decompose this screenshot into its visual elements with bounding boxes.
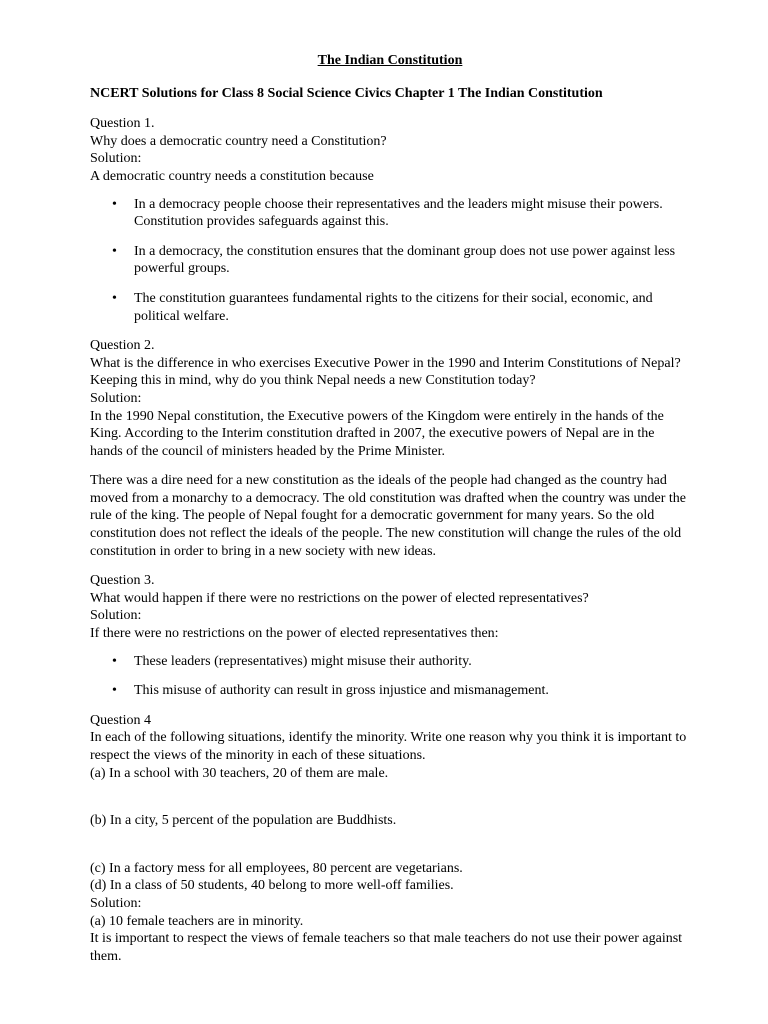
question-3-label: Question 3.: [90, 573, 155, 589]
question-1-text: Why does a democratic country need a Constitution?: [90, 133, 387, 149]
question-4-item-d: (d) In a class of 50 students, 40 belong to more well-off families.: [90, 878, 454, 894]
question-2-text: What is the difference in who exercises Executive Power in the 1990 and Interim Constitutions of Nepal? Keeping this in mind, why do you think Nepal needs a new Constitution today?: [90, 355, 681, 389]
question-4-answer-a-reason: It is important to respect the views of female teachers so that male teachers do not use their power against them.: [90, 931, 683, 964]
question-3-solution-label: Solution:: [90, 608, 142, 624]
question-1: [90, 115, 690, 325]
question-2: [90, 337, 690, 560]
list-item: • This misuse of authority can result in gross injustice and mismanagement.: [112, 683, 549, 699]
question-1-solution-label: Solution:: [90, 151, 142, 167]
question-4-item-c: (c) In a factory mess for all employees, 80 percent are vegetarians.: [90, 860, 463, 876]
bullet-icon: •: [112, 683, 117, 699]
question-2-answer-paragraph-2: There was a dire need for a new constitution as the ideals of the people had changed as the country had moved from a monarchy to a democracy. The old constitution was drafted when the country was under the rule of the king. The people of Nepal fought for a democratic government for many years. So the old constitution does not reflect the ideals of the people. The new constitution will change the rules of the old constitution in order to bring in a new society with new ideas.: [90, 473, 686, 559]
question-1-intro: A democratic country needs a constitution because: [90, 168, 374, 184]
question-1-label: Question 1.: [90, 116, 155, 132]
question-4-label: Question 4: [90, 712, 152, 728]
bullet-icon: •: [112, 653, 117, 669]
list-item: • In a democracy people choose their representatives and the leaders might misuse their powers. Constitution provides safeguards against this.: [112, 196, 663, 230]
question-2-solution-label: Solution:: [90, 390, 142, 406]
question-4-item-a: (a) In a school with 30 teachers, 20 of them are male.: [90, 765, 389, 781]
document-page: [90, 52, 690, 965]
question-2-answer-paragraph-1: In the 1990 Nepal constitution, the Executive powers of the Kingdom were entirely in the hands of the King. According to the Interim constitution drafted in 2007, the executive powers of Nepal are in the hands of the council of ministers headed by the Prime Minister.: [90, 408, 664, 459]
question-2-label: Question 2.: [90, 338, 155, 354]
list-item: • These leaders (representatives) might misuse their authority.: [112, 653, 472, 669]
question-3-bullet-list: [90, 653, 690, 700]
question-4-solution-label: Solution:: [90, 895, 142, 911]
question-3-intro: If there were no restrictions on the power of elected representatives then:: [90, 626, 499, 642]
bullet-icon: •: [112, 243, 117, 259]
page-subtitle: NCERT Solutions for Class 8 Social Science Civics Chapter 1 The Indian Constitution: [90, 85, 603, 101]
list-item: • In a democracy, the constitution ensures that the dominant group does not use power against less powerful groups.: [112, 243, 676, 277]
bullet-icon: •: [112, 196, 117, 212]
question-3-text: What would happen if there were no restrictions on the power of elected representatives?: [90, 590, 589, 606]
question-4-item-b: (b) In a city, 5 percent of the population are Buddhists.: [90, 813, 397, 829]
question-4-answer-a: (a) 10 female teachers are in minority.: [90, 913, 304, 929]
page-title: The Indian Constitution: [317, 53, 463, 68]
question-3: [90, 572, 690, 700]
list-item: • The constitution guarantees fundamental rights to the citizens for their social, economic, and political welfare.: [112, 290, 653, 324]
question-4: [90, 712, 690, 966]
question-1-bullet-list: [90, 196, 690, 326]
bullet-icon: •: [112, 290, 117, 306]
question-4-text: In each of the following situations, identify the minority. Write one reason why you think it is important to respect the views of the minority in each of these situations.: [90, 730, 687, 763]
